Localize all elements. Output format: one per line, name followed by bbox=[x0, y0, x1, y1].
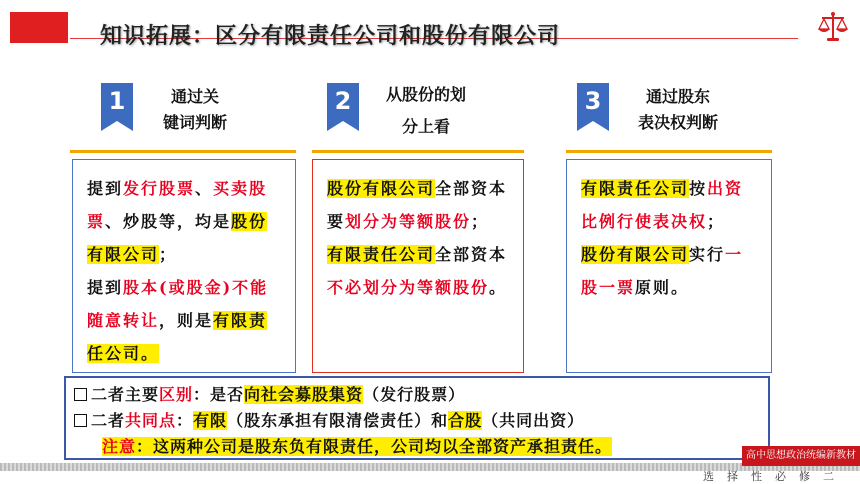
method-2-line2: 分上看 bbox=[401, 117, 450, 136]
text: 等，均是 bbox=[159, 212, 232, 231]
method-2-underline bbox=[312, 150, 524, 153]
method-3-underline bbox=[566, 150, 772, 153]
title-main: 区分有限责任公司和股份有限公司 bbox=[215, 23, 561, 49]
keyword-no-division: 不必划分为等 bbox=[327, 278, 436, 297]
method-3-line2: 表决权判断 bbox=[637, 113, 718, 132]
highlight-limited-company: 有限责任公司 bbox=[327, 245, 436, 264]
keyword-proportional-voting: 资比例行使表决权 bbox=[581, 179, 744, 231]
note-text: ：这两种公司是股东负有限责任，公司均以全部资产承担责任。 bbox=[136, 437, 613, 456]
text: 资本要 bbox=[327, 179, 508, 231]
scales-of-justice-icon bbox=[816, 10, 850, 44]
keyword-stock: 股票 bbox=[87, 179, 268, 231]
summary-line-note bbox=[74, 434, 760, 460]
keyword-speculate: 炒股 bbox=[123, 212, 160, 231]
footer-book-title: 选择性必修二 bbox=[703, 470, 847, 483]
text: 提到 bbox=[87, 278, 124, 297]
method-3-badge bbox=[577, 83, 609, 131]
text: ； bbox=[471, 212, 490, 231]
keyword-issue-stock: 发行股票 bbox=[123, 179, 196, 198]
checkbox-icon bbox=[74, 414, 87, 427]
title-bar bbox=[0, 0, 860, 62]
method-1-label bbox=[140, 84, 250, 136]
keyword-capital: 股本(或股金)不 bbox=[123, 278, 251, 297]
method-3-number: 3 bbox=[584, 87, 602, 115]
highlight-joint-stock: 股份有限公司 bbox=[327, 179, 436, 198]
text: ： bbox=[176, 411, 194, 430]
summary-box bbox=[64, 376, 770, 460]
text: ； bbox=[159, 245, 178, 264]
method-2-number: 2 bbox=[334, 87, 352, 115]
keyword-shares: 股份 bbox=[435, 212, 472, 231]
method-1-underline bbox=[70, 150, 296, 153]
share-division-box bbox=[312, 159, 524, 373]
text: 全部 bbox=[435, 179, 472, 198]
text: ：是否 bbox=[193, 385, 245, 404]
text: 提到 bbox=[87, 179, 124, 198]
summary-line-common bbox=[74, 408, 760, 434]
checkbox-icon bbox=[74, 388, 87, 401]
keyword-difference: 区别 bbox=[159, 385, 194, 404]
text: （发行股票） bbox=[363, 385, 466, 404]
keyword-common-point: 共同点 bbox=[125, 411, 177, 430]
method-1-line2: 键词判断 bbox=[162, 113, 227, 132]
text: （股东承担有限清偿责任）和 bbox=[227, 411, 449, 430]
summary-line-difference bbox=[74, 382, 760, 408]
method-2-badge bbox=[327, 83, 359, 131]
text: 原则。 bbox=[635, 278, 690, 297]
highlight-limited: 有限 bbox=[193, 411, 228, 430]
text: ，则是 bbox=[159, 311, 214, 330]
note-label: 注意 bbox=[102, 437, 137, 456]
title-accent-block bbox=[10, 12, 68, 43]
keyword-one-share-one-vote: 一股一票 bbox=[581, 245, 744, 297]
text: 、 bbox=[195, 179, 214, 198]
title-prefix: 知识拓展： bbox=[100, 23, 216, 49]
keyword-equal-shares-2: 额股份 bbox=[435, 278, 490, 297]
keyword-no-transfer: 能随意转让 bbox=[87, 278, 269, 330]
text: ； bbox=[707, 212, 726, 231]
text: 二者主要 bbox=[91, 385, 160, 404]
keyword-equal-shares: 划分为等额 bbox=[345, 212, 436, 231]
method-1-number: 1 bbox=[108, 87, 126, 115]
method-2-label bbox=[366, 82, 486, 140]
method-3-line1: 通过股东 bbox=[645, 87, 710, 106]
highlight-limited-company: 有限责任公司 bbox=[581, 179, 690, 198]
text: 资本 bbox=[471, 245, 508, 264]
highlight-public-fundraising: 向社会募股集资 bbox=[244, 385, 364, 404]
method-3-label bbox=[618, 84, 738, 136]
method-2-line1: 从股份的划 bbox=[385, 85, 466, 104]
text: 二者 bbox=[91, 411, 126, 430]
voting-rights-box bbox=[566, 159, 772, 373]
text: 、 bbox=[105, 212, 124, 231]
method-1-badge bbox=[101, 83, 133, 131]
highlight-joint-share: 合股 bbox=[448, 411, 483, 430]
highlight-joint-stock: 股份有限公司 bbox=[87, 212, 268, 264]
method-1-line1: 通过关 bbox=[170, 87, 219, 106]
highlight-joint-stock: 股份有限公司 bbox=[581, 245, 690, 264]
page-title bbox=[100, 19, 560, 50]
footer-brand: 高中思想政治统编新教材 bbox=[742, 446, 860, 466]
text: 实行 bbox=[689, 245, 726, 264]
text: 。 bbox=[489, 278, 508, 297]
text: （共同出资） bbox=[482, 411, 585, 430]
text: 按 bbox=[689, 179, 708, 198]
highlight-limited: 有 bbox=[213, 311, 232, 330]
highlight-limited-company: 限责任公司。 bbox=[87, 311, 268, 363]
keyword-judgment-box bbox=[72, 159, 296, 373]
text: 全部 bbox=[435, 245, 472, 264]
keyword-contribution: 出 bbox=[707, 179, 726, 198]
keyword-trade: 买卖 bbox=[213, 179, 250, 198]
